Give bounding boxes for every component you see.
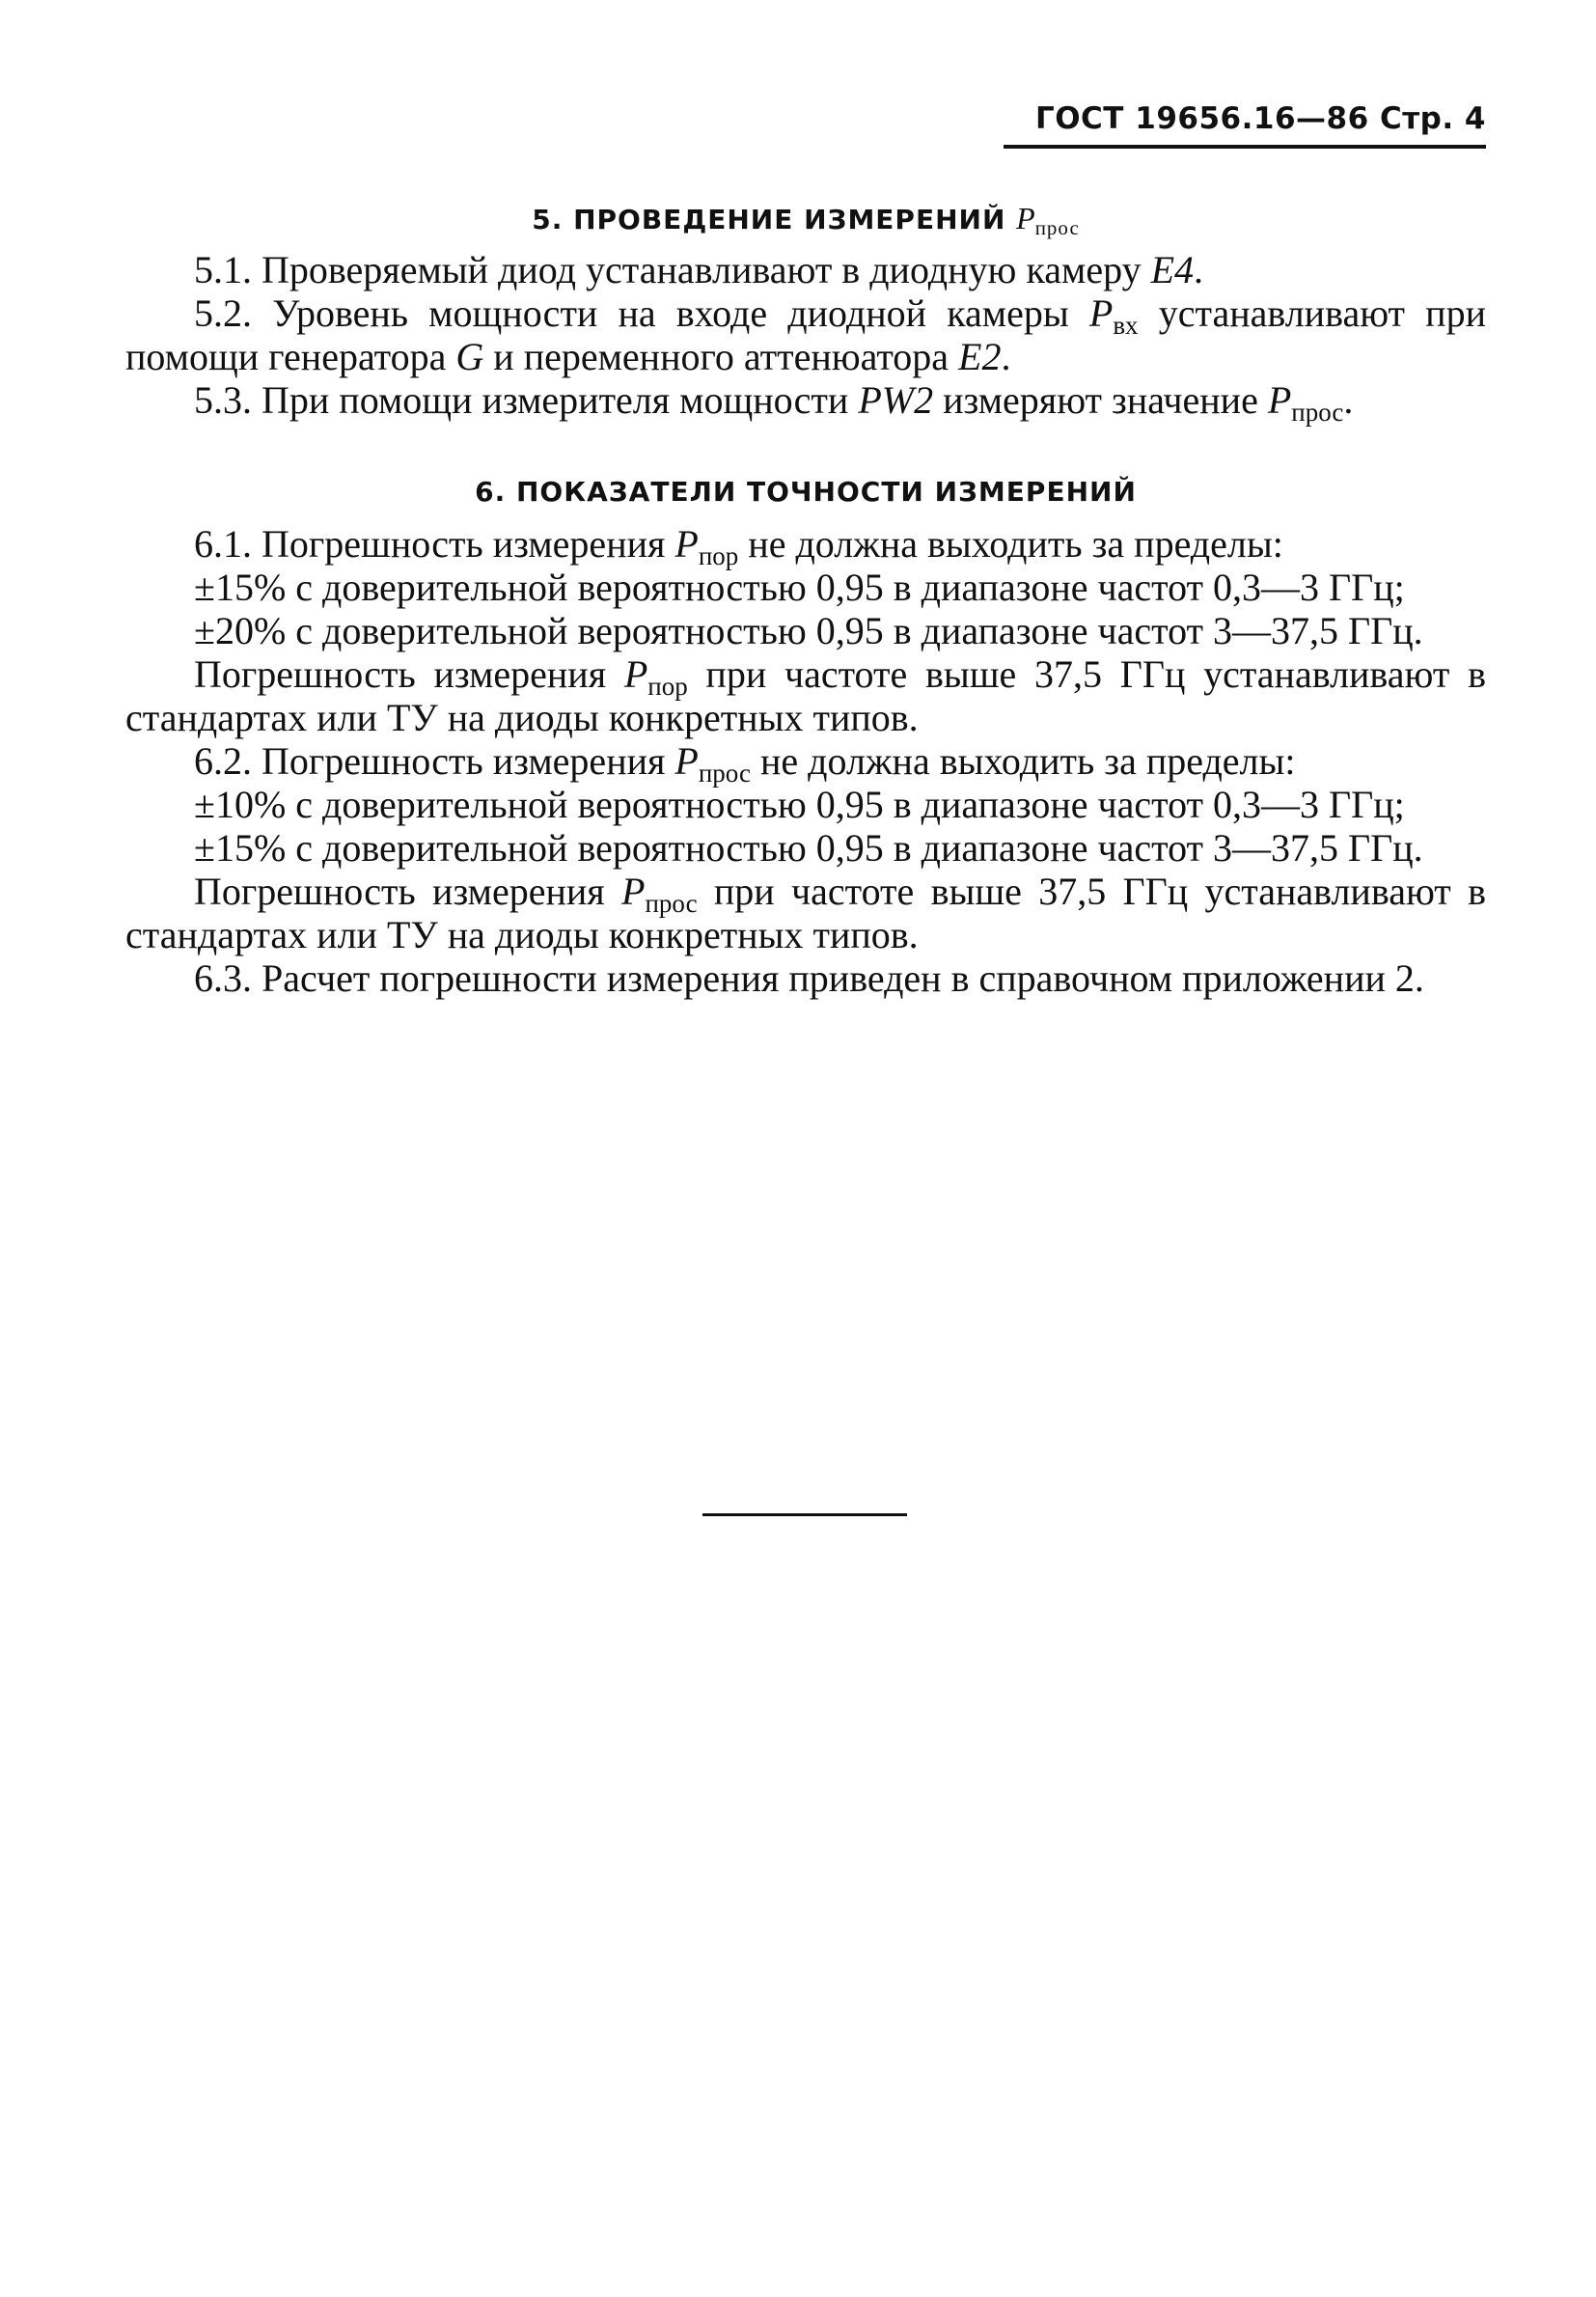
section-6-title: 6. ПОКАЗАТЕЛИ ТОЧНОСТИ ИЗМЕРЕНИЙ xyxy=(475,476,1137,508)
paragraph-5-2: 5.2. Уровень мощности на входе диодной камеры $P_{вх}$ устанавливают при помощи генератора G и переменного аттенюатора E2. xyxy=(125,291,1486,378)
document-body xyxy=(125,188,1486,1000)
title-symbol: $P_{прос}$ xyxy=(1016,201,1080,239)
paragraph-6-1-note: Погрешность измерения $P_{пор}$ при частоте выше 37,5 ГГц устанавливают в стандартах или ТУ на диоды конкретных типов. xyxy=(125,652,1486,739)
paragraph-6-3: 6.3. Расчет погрешности измерения приведен в справочном приложении 2. xyxy=(194,956,1424,1000)
paragraph-6-1-range-2: ±20% с доверительной вероятностью 0,95 в диапазоне частот 3—37,5 ГГц. xyxy=(194,609,1423,652)
header-rule xyxy=(1004,145,1486,149)
page-header: ГОСТ 19656.16—86 Стр. 4 xyxy=(1034,101,1486,136)
paragraph-6-2-note: Погрешность измерения $P_{прос}$ при частоте выше 37,5 ГГц устанавливают в стандартах или ТУ на диоды конкретных типов. xyxy=(125,870,1486,956)
paragraph-6-2-range-2: ±15% с доверительной вероятностью 0,95 в диапазоне частот 3—37,5 ГГц. xyxy=(194,826,1423,870)
paragraph-6-1-range-1: ±15% с доверительной вероятностью 0,95 в диапазоне частот 0,3—3 ГГц; xyxy=(194,566,1405,609)
paragraph-5-3: 5.3. При помощи измерителя мощности PW2 измеряют значение $P_{прос}$. xyxy=(194,378,1354,427)
end-rule xyxy=(702,1513,907,1516)
paragraph-6-2: 6.2. Погрешность измерения $P_{прос}$ не должна выходить за пределы: xyxy=(194,739,1296,788)
paragraph-5-1: 5.1. Проверяемый диод устанавливают в диодную камеру E4. xyxy=(194,248,1203,291)
paragraph-6-2-range-1: ±10% с доверительной вероятностью 0,95 в диапазоне частот 0,3—3 ГГц; xyxy=(194,783,1405,826)
paragraph-6-1: 6.1. Погрешность измерения $P_{пор}$ не должна выходить за пределы: xyxy=(194,522,1283,570)
section-5-title: 5. ПРОВЕДЕНИЕ ИЗМЕРЕНИЙ $P_{прос}$ xyxy=(532,201,1080,239)
